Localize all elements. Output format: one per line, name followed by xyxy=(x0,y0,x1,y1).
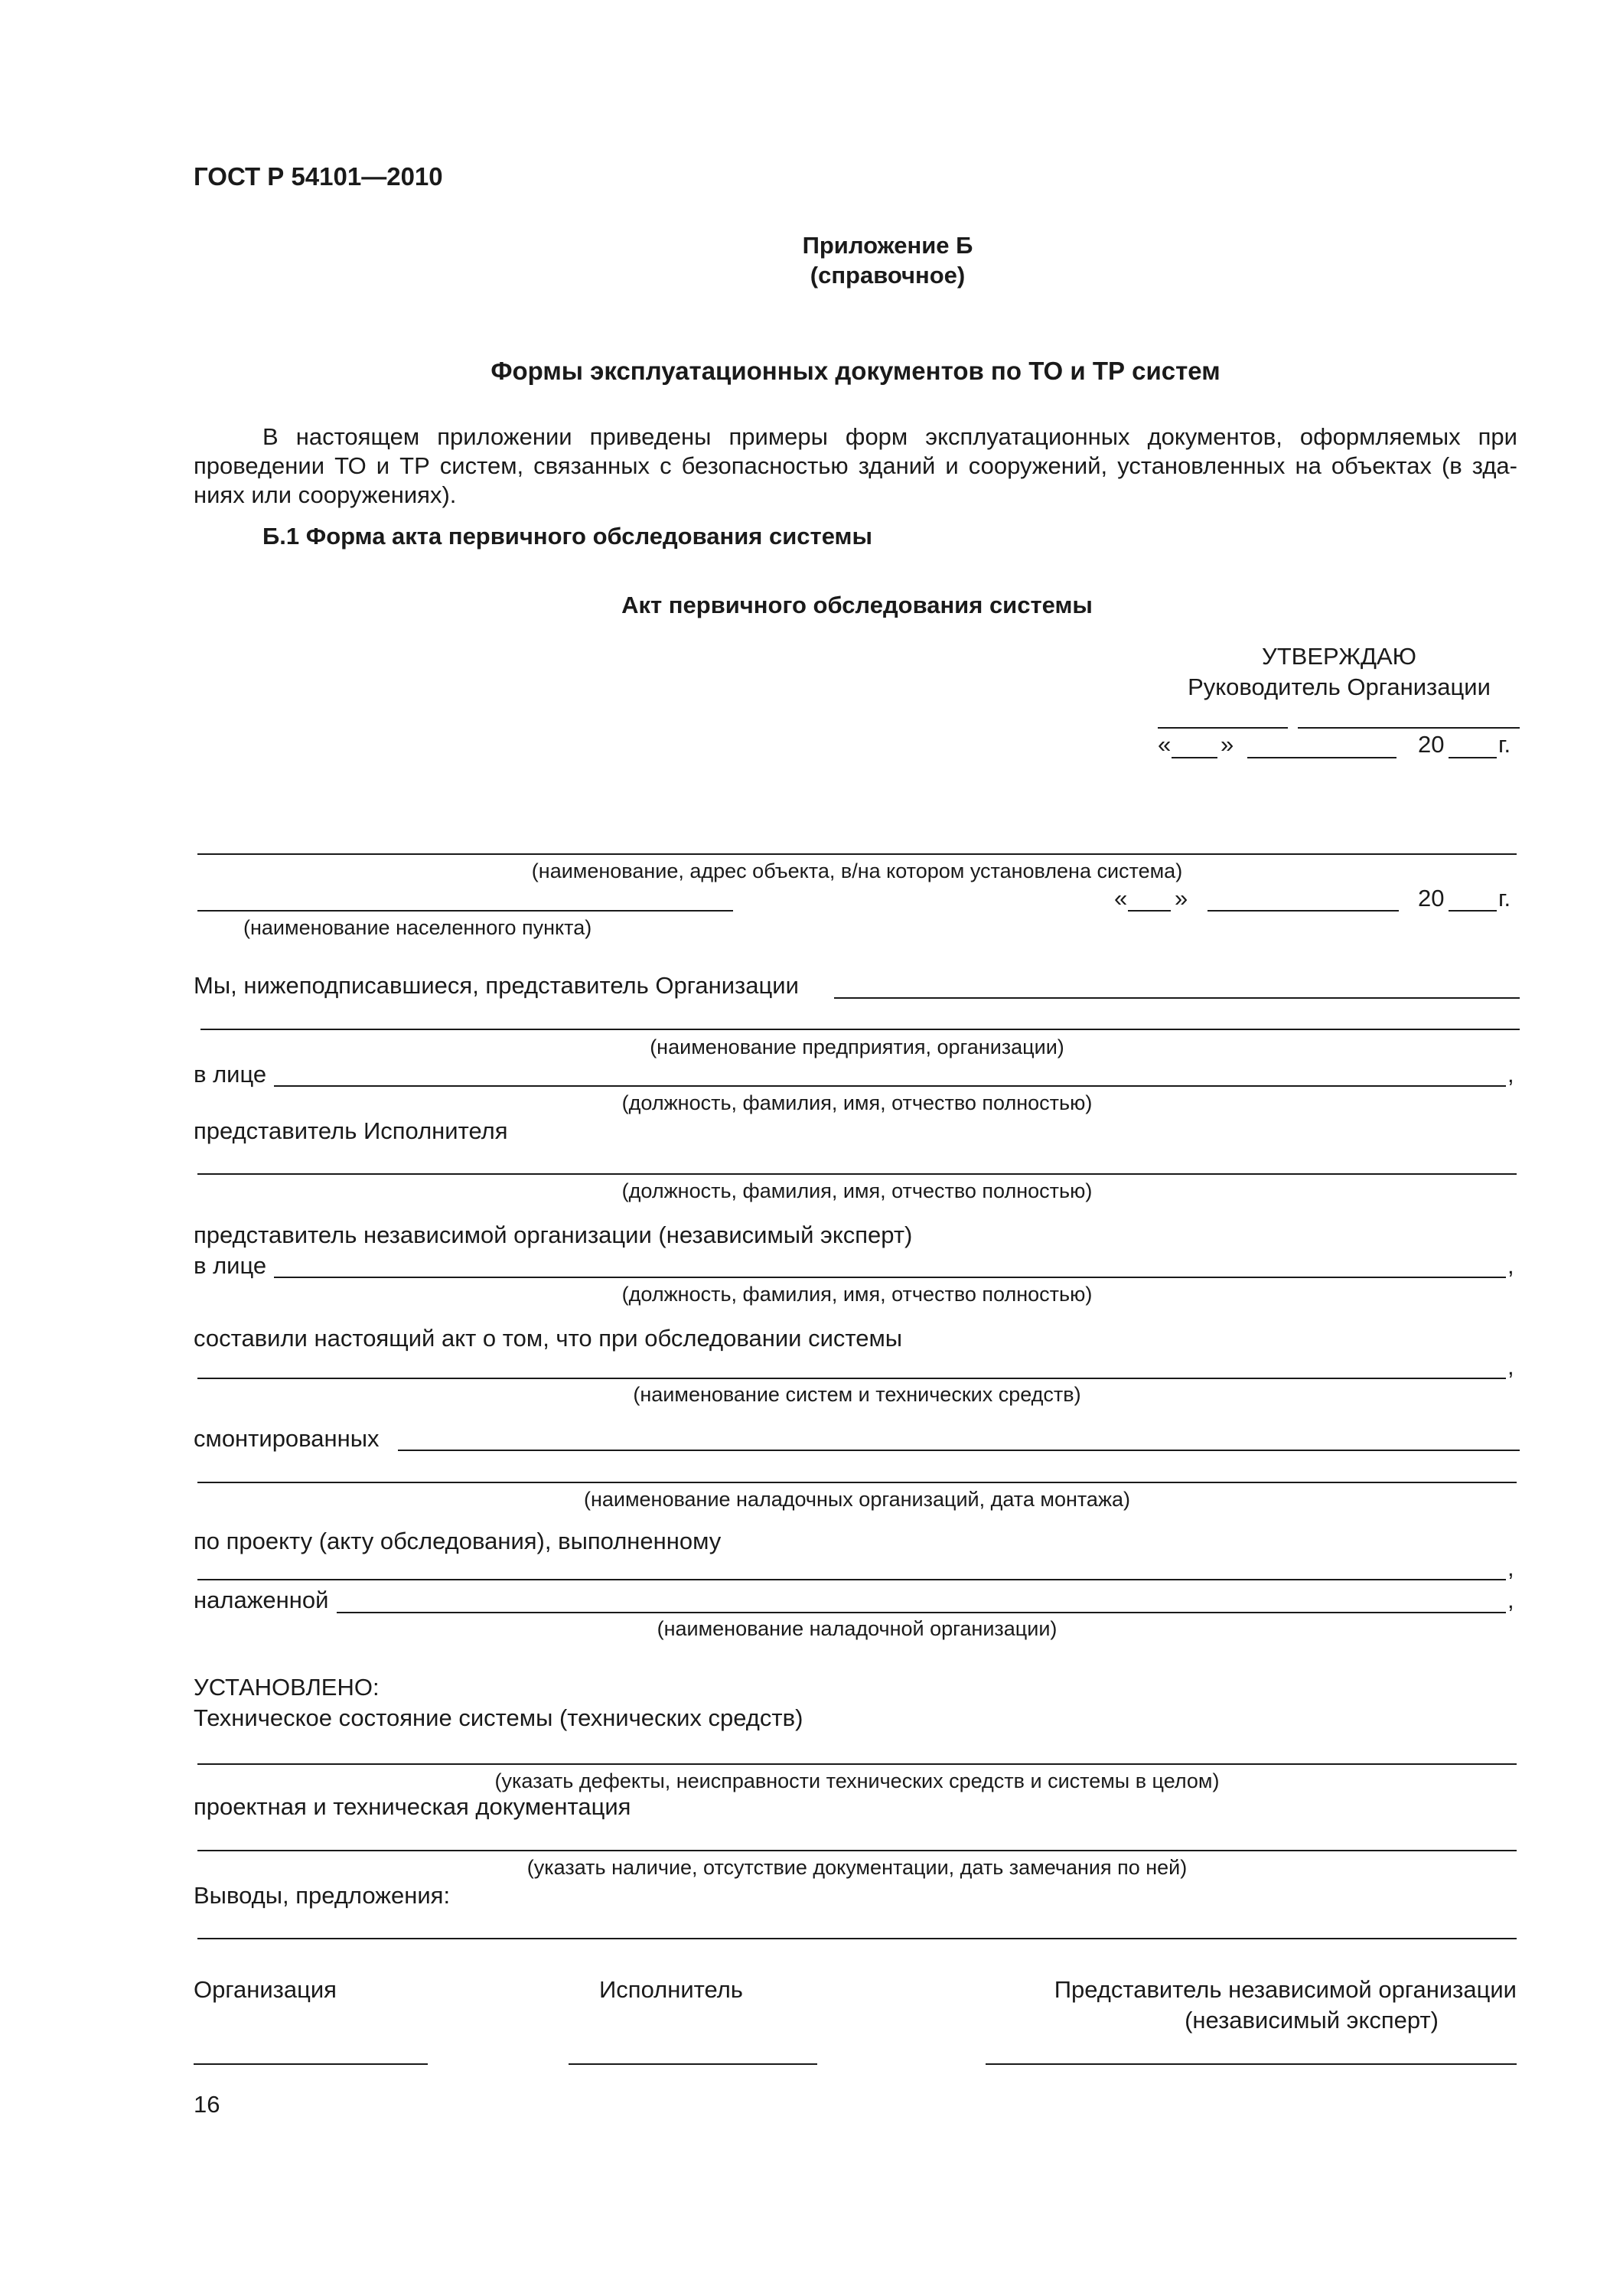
commissioning-hint: (наименование наладочных организаций, дата монтажа) xyxy=(583,1488,1131,1511)
organization-line[interactable] xyxy=(200,1029,1520,1030)
adjust-org-hint: (наименование наладочной организации) xyxy=(657,1617,1058,1640)
comma-2: , xyxy=(1507,1252,1514,1279)
approve-name-line[interactable] xyxy=(1298,727,1520,729)
settlement-hint: (наименование населенного пункта) xyxy=(243,916,592,939)
organization-rep-line[interactable] xyxy=(834,997,1520,999)
conclusions-label: Выводы, предложения: xyxy=(194,1882,451,1909)
by-project-label: по проекту (акту обследования), выполненному xyxy=(194,1528,722,1554)
intro-line-2: проведении ТО и ТР систем, связанных с безопасностью зданий и сооружений, установленных на объектах (в зда- xyxy=(194,452,1517,479)
comma-4: , xyxy=(1507,1554,1514,1581)
defects-hint: (указать дефекты, неисправности технических средств и системы в целом) xyxy=(494,1769,1220,1792)
date-open-quote: « xyxy=(1114,885,1128,912)
signature-organization-label: Организация xyxy=(194,1976,337,2003)
adjusted-line[interactable] xyxy=(337,1612,1506,1613)
month-line[interactable] xyxy=(1207,910,1399,912)
systems-line[interactable] xyxy=(197,1378,1506,1379)
tech-state-line[interactable] xyxy=(197,1763,1517,1765)
independent-rep-label: представитель независимой организации (независимый эксперт) xyxy=(194,1221,913,1248)
approve-month-line[interactable] xyxy=(1247,757,1396,758)
appendix-type: (справочное) xyxy=(810,262,966,289)
comma-5: , xyxy=(1507,1587,1514,1613)
adjusted-label: налаженной xyxy=(194,1587,329,1613)
organization-hint: (наименование предприятия, организации) xyxy=(650,1035,1064,1058)
settlement-line[interactable] xyxy=(197,910,733,912)
year-prefix: 20 xyxy=(1418,885,1445,912)
compiled-label: составили настоящий акт о том, что при обследовании системы xyxy=(194,1325,903,1352)
approve-date-open-quote: « xyxy=(1158,731,1172,758)
intro-line-1: В настоящем приложении приведены примеры форм эксплуатационных документов, оформляемых при xyxy=(262,423,1517,450)
established-label: УСТАНОВЛЕНО: xyxy=(194,1674,380,1701)
we-undersigned-label: Мы, нижеподписавшиеся, представитель Организации xyxy=(194,972,799,999)
intro-line-3: ниях или сооружениях). xyxy=(194,481,457,508)
date-close-quote: » xyxy=(1175,885,1188,912)
page-number: 16 xyxy=(194,2091,220,2118)
commissioning-line[interactable] xyxy=(197,1482,1517,1483)
in-person-line-1[interactable] xyxy=(274,1085,1506,1087)
docs-line[interactable] xyxy=(197,1850,1517,1851)
appendix-title: Приложение Б xyxy=(802,232,973,259)
document-code: ГОСТ Р 54101—2010 xyxy=(194,162,443,191)
approve-year-prefix: 20 xyxy=(1418,731,1445,758)
approve-date-close-quote: » xyxy=(1221,731,1234,758)
approve-day-line[interactable] xyxy=(1172,757,1217,758)
signature-independent-label-2: (независимый эксперт) xyxy=(1185,2007,1439,2033)
approve-year-suffix: г. xyxy=(1498,731,1511,758)
comma-1: , xyxy=(1507,1061,1514,1088)
signature-contractor-label: Исполнитель xyxy=(599,1976,743,2003)
contractor-rep-label: представитель Исполнителя xyxy=(194,1117,508,1144)
object-name-line[interactable] xyxy=(197,853,1517,855)
systems-hint: (наименование систем и технических средств) xyxy=(633,1383,1081,1406)
signature-contractor-line[interactable] xyxy=(569,2063,817,2065)
year-line[interactable] xyxy=(1449,910,1497,912)
mounted-label: смонтированных xyxy=(194,1425,380,1452)
signature-independent-line[interactable] xyxy=(986,2063,1517,2065)
section-title: Формы эксплуатационных документов по ТО и ТР систем xyxy=(490,357,1221,385)
in-person-label-1: в лице xyxy=(194,1061,267,1088)
project-line[interactable] xyxy=(197,1579,1506,1580)
contractor-rep-line[interactable] xyxy=(197,1173,1517,1175)
in-person-label-2: в лице xyxy=(194,1252,267,1279)
approve-signature-line[interactable] xyxy=(1158,727,1288,729)
person-hint-3: (должность, фамилия, имя, отчество полностью) xyxy=(621,1283,1093,1306)
approve-role: Руководитель Организации xyxy=(1188,673,1491,700)
signature-independent-label-1: Представитель независимой организации xyxy=(1054,1976,1517,2003)
person-hint-2: (должность, фамилия, имя, отчество полностью) xyxy=(621,1179,1093,1202)
subsection-title: Б.1 Форма акта первичного обследования системы xyxy=(262,523,872,550)
in-person-line-2[interactable] xyxy=(274,1277,1506,1278)
mounted-line[interactable] xyxy=(398,1450,1520,1451)
act-title: Акт первичного обследования системы xyxy=(621,592,1093,618)
comma-3: , xyxy=(1507,1353,1514,1380)
docs-label: проектная и техническая документация xyxy=(194,1793,631,1820)
day-line[interactable] xyxy=(1128,910,1171,912)
signature-organization-line[interactable] xyxy=(194,2063,428,2065)
object-name-hint: (наименование, адрес объекта, в/на котором установлена система) xyxy=(531,859,1183,882)
approve-year-line[interactable] xyxy=(1449,757,1497,758)
approve-word: УТВЕРЖДАЮ xyxy=(1262,643,1416,670)
tech-state-label: Техническое состояние системы (технических средств) xyxy=(194,1704,803,1731)
conclusions-line[interactable] xyxy=(197,1938,1517,1939)
docs-hint: (указать наличие, отсутствие документации, дать замечания по ней) xyxy=(526,1856,1188,1879)
year-suffix: г. xyxy=(1498,885,1511,912)
person-hint-1: (должность, фамилия, имя, отчество полностью) xyxy=(621,1091,1093,1114)
